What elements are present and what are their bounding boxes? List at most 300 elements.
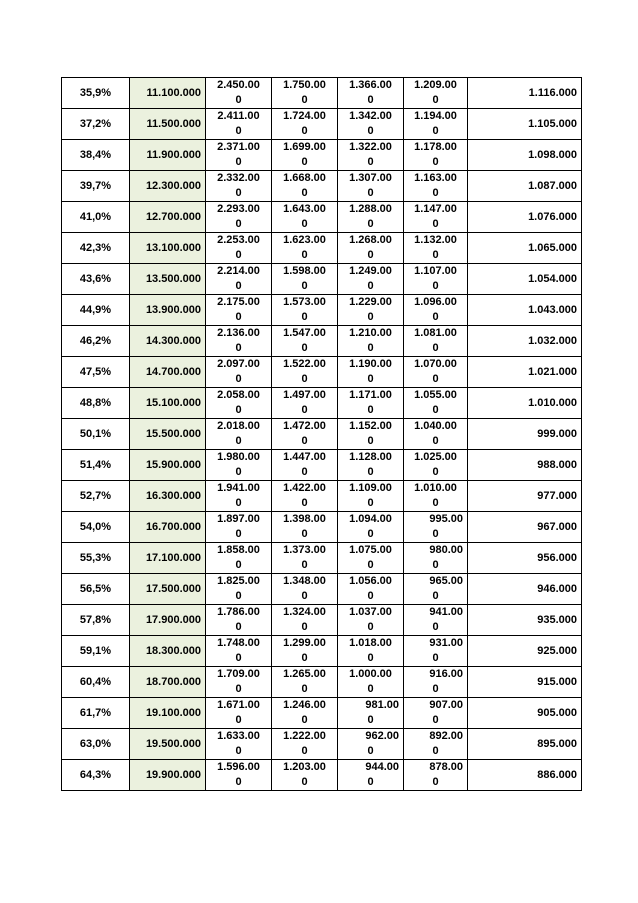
value-col-5	[338, 543, 404, 574]
value-col-3	[206, 388, 272, 419]
cell-text: 0	[235, 280, 242, 292]
cell-text: 1.825.00	[217, 575, 260, 587]
cell-text: 1.941.00	[217, 482, 260, 494]
cell-text: 2.253.00	[217, 234, 260, 246]
value-col-4	[272, 450, 338, 481]
cell-text: 0	[367, 435, 374, 447]
cell-text: 1.096.00	[414, 296, 457, 308]
cell-text: 0	[432, 621, 439, 633]
cell-text: 0	[432, 249, 439, 261]
cell-text: 0	[432, 745, 439, 757]
cell-text: 54,0%	[79, 520, 112, 533]
value-col-5	[338, 481, 404, 512]
cell-text: 0	[432, 218, 439, 230]
cell-text: 0	[235, 590, 242, 602]
value-col-4	[272, 109, 338, 140]
cell-text: 1.147.00	[414, 203, 457, 215]
cell-text: 0	[301, 652, 308, 664]
table-row	[62, 78, 582, 109]
cell-text: 0	[301, 125, 308, 137]
cell-text: 0	[235, 342, 242, 354]
cell-text: 1.010.00	[414, 482, 457, 494]
cell-text: 0	[301, 187, 308, 199]
cell-text: 946.000	[537, 582, 577, 595]
cell-text: 1.209.00	[414, 79, 457, 91]
cell-text: 0	[432, 125, 439, 137]
table-row	[62, 605, 582, 636]
cell-text: 981.00	[365, 699, 399, 711]
value-col-3	[206, 295, 272, 326]
cell-text: 0	[235, 776, 242, 788]
cell-text: 1.596.00	[217, 761, 260, 773]
cell-text: 1.070.00	[414, 358, 457, 370]
cell-text: 0	[235, 683, 242, 695]
cell-text: 1.447.00	[283, 451, 326, 463]
amount-cell	[130, 636, 206, 667]
cell-text: 1.265.00	[283, 668, 326, 680]
cell-text: 995.00	[429, 513, 463, 525]
cell-text: 0	[367, 125, 374, 137]
value-col-5	[338, 760, 404, 791]
value-col-5	[338, 667, 404, 698]
percent-cell	[62, 729, 130, 760]
value-col-7	[468, 481, 582, 512]
cell-text: 0	[367, 342, 374, 354]
cell-text: 1.178.00	[414, 141, 457, 153]
cell-text: 14.300.000	[145, 334, 201, 347]
cell-text: 0	[432, 404, 439, 416]
cell-text: 1.190.00	[349, 358, 392, 370]
table-row	[62, 698, 582, 729]
amount-cell	[130, 264, 206, 295]
cell-text: 1.018.00	[349, 637, 392, 649]
value-col-4	[272, 481, 338, 512]
value-col-3	[206, 450, 272, 481]
cell-text: 1.098.000	[528, 148, 577, 161]
table-row	[62, 574, 582, 605]
cell-text: 0	[367, 776, 374, 788]
value-col-3	[206, 78, 272, 109]
cell-text: 13.900.000	[145, 303, 201, 316]
cell-text: 965.00	[429, 575, 463, 587]
value-col-3	[206, 109, 272, 140]
value-col-4	[272, 295, 338, 326]
value-col-3	[206, 605, 272, 636]
percent-cell	[62, 264, 130, 295]
cell-text: 17.100.000	[145, 551, 201, 564]
cell-text: 0	[301, 776, 308, 788]
cell-text: 47,5%	[79, 365, 112, 378]
cell-text: 0	[432, 559, 439, 571]
cell-text: 1.897.00	[217, 513, 260, 525]
cell-text: 0	[235, 466, 242, 478]
value-col-3	[206, 357, 272, 388]
value-col-3	[206, 698, 272, 729]
value-col-3	[206, 171, 272, 202]
value-col-4	[272, 667, 338, 698]
cell-text: 2.371.00	[217, 141, 260, 153]
amount-cell	[130, 233, 206, 264]
cell-text: 944.00	[365, 761, 399, 773]
cell-text: 999.000	[537, 427, 577, 440]
value-col-6	[404, 543, 468, 574]
value-col-3	[206, 760, 272, 791]
cell-text: 13.100.000	[145, 241, 201, 254]
value-col-4	[272, 140, 338, 171]
cell-text: 0	[301, 218, 308, 230]
amount-cell	[130, 729, 206, 760]
cell-text: 0	[367, 714, 374, 726]
cell-text: 0	[432, 94, 439, 106]
cell-text: 0	[432, 590, 439, 602]
cell-text: 17.900.000	[145, 613, 201, 626]
value-col-3	[206, 729, 272, 760]
value-col-6	[404, 481, 468, 512]
table-row	[62, 202, 582, 233]
cell-text: 1.094.00	[349, 513, 392, 525]
cell-text: 2.097.00	[217, 358, 260, 370]
cell-text: 0	[367, 404, 374, 416]
cell-text: 1.116.000	[528, 86, 577, 99]
cell-text: 1.010.000	[528, 396, 577, 409]
cell-text: 1.858.00	[217, 544, 260, 556]
value-col-5	[338, 264, 404, 295]
percent-cell	[62, 698, 130, 729]
cell-text: 980.00	[429, 544, 463, 556]
cell-text: 0	[432, 652, 439, 664]
value-col-6	[404, 78, 468, 109]
cell-text: 0	[235, 497, 242, 509]
cell-text: 962.00	[365, 730, 399, 742]
cell-text: 0	[367, 745, 374, 757]
value-col-3	[206, 574, 272, 605]
cell-text: 39,7%	[79, 179, 112, 192]
value-col-4	[272, 543, 338, 574]
cell-text: 0	[301, 373, 308, 385]
cell-text: 1.668.00	[283, 172, 326, 184]
cell-text: 0	[235, 652, 242, 664]
cell-text: 0	[235, 404, 242, 416]
value-col-6	[404, 357, 468, 388]
value-col-4	[272, 760, 338, 791]
value-col-7	[468, 698, 582, 729]
cell-text: 0	[367, 156, 374, 168]
amount-cell	[130, 698, 206, 729]
value-col-4	[272, 512, 338, 543]
percent-cell	[62, 140, 130, 171]
value-col-4	[272, 729, 338, 760]
value-col-7	[468, 295, 582, 326]
cell-text: 18.700.000	[145, 675, 201, 688]
cell-text: 64,3%	[79, 768, 112, 781]
value-col-3	[206, 233, 272, 264]
value-col-6	[404, 450, 468, 481]
value-col-5	[338, 140, 404, 171]
cell-text: 1.210.00	[349, 327, 392, 339]
amount-cell	[130, 667, 206, 698]
amount-cell	[130, 481, 206, 512]
cell-text: 988.000	[537, 458, 577, 471]
cell-text: 56,5%	[79, 582, 112, 595]
cell-text: 2.293.00	[217, 203, 260, 215]
value-col-5	[338, 729, 404, 760]
cell-text: 977.000	[537, 489, 577, 502]
cell-text: 0	[432, 187, 439, 199]
cell-text: 0	[367, 373, 374, 385]
table-row	[62, 264, 582, 295]
cell-text: 0	[235, 187, 242, 199]
cell-text: 38,4%	[79, 148, 112, 161]
value-col-5	[338, 388, 404, 419]
percent-cell	[62, 295, 130, 326]
cell-text: 0	[432, 342, 439, 354]
cell-text: 931.00	[429, 637, 463, 649]
value-col-5	[338, 450, 404, 481]
amount-cell	[130, 419, 206, 450]
cell-text: 1.163.00	[414, 172, 457, 184]
percent-cell	[62, 636, 130, 667]
value-col-5	[338, 78, 404, 109]
amount-cell	[130, 140, 206, 171]
value-col-6	[404, 760, 468, 791]
cell-text: 11.500.000	[146, 117, 201, 130]
cell-text: 0	[432, 528, 439, 540]
cell-text: 878.00	[429, 761, 463, 773]
amount-cell	[130, 450, 206, 481]
amount-cell	[130, 357, 206, 388]
value-col-7	[468, 109, 582, 140]
cell-text: 1.522.00	[283, 358, 326, 370]
value-col-6	[404, 512, 468, 543]
cell-text: 0	[367, 528, 374, 540]
cell-text: 2.411.00	[217, 110, 260, 122]
cell-text: 1.366.00	[349, 79, 392, 91]
percent-cell	[62, 171, 130, 202]
value-col-4	[272, 574, 338, 605]
value-col-5	[338, 605, 404, 636]
cell-text: 916.00	[429, 668, 463, 680]
cell-text: 2.136.00	[217, 327, 260, 339]
cell-text: 1.054.000	[528, 272, 577, 285]
cell-text: 892.00	[429, 730, 463, 742]
cell-text: 0	[235, 745, 242, 757]
value-col-7	[468, 605, 582, 636]
cell-text: 0	[367, 187, 374, 199]
cell-text: 13.500.000	[145, 272, 201, 285]
cell-text: 2.175.00	[217, 296, 260, 308]
table-row	[62, 450, 582, 481]
value-col-3	[206, 667, 272, 698]
cell-text: 0	[301, 559, 308, 571]
percent-cell	[62, 512, 130, 543]
value-col-7	[468, 388, 582, 419]
cell-text: 61,7%	[79, 706, 112, 719]
cell-text: 55,3%	[79, 551, 112, 564]
cell-text: 0	[301, 280, 308, 292]
cell-text: 51,4%	[79, 458, 112, 471]
cell-text: 1.422.00	[283, 482, 326, 494]
value-col-4	[272, 171, 338, 202]
cell-text: 1.128.00	[349, 451, 392, 463]
percent-cell	[62, 760, 130, 791]
cell-text: 905.000	[537, 706, 577, 719]
value-col-5	[338, 233, 404, 264]
cell-text: 1.623.00	[283, 234, 326, 246]
cell-text: 11.100.000	[146, 86, 201, 99]
value-col-4	[272, 202, 338, 233]
cell-text: 48,8%	[79, 396, 112, 409]
cell-text: 1.324.00	[283, 606, 326, 618]
cell-text: 1.373.00	[283, 544, 326, 556]
cell-text: 0	[367, 249, 374, 261]
cell-text: 2.332.00	[217, 172, 260, 184]
cell-text: 19.900.000	[145, 768, 201, 781]
table-body	[62, 78, 582, 791]
cell-text: 0	[432, 714, 439, 726]
value-col-4	[272, 326, 338, 357]
cell-text: 941.00	[429, 606, 463, 618]
value-col-7	[468, 78, 582, 109]
cell-text: 2.214.00	[217, 265, 260, 277]
value-col-6	[404, 202, 468, 233]
cell-text: 1.709.00	[217, 668, 260, 680]
table-row	[62, 233, 582, 264]
cell-text: 17.500.000	[145, 582, 201, 595]
value-col-6	[404, 667, 468, 698]
value-col-5	[338, 202, 404, 233]
percent-cell	[62, 543, 130, 574]
value-col-4	[272, 419, 338, 450]
cell-text: 895.000	[537, 737, 577, 750]
cell-text: 0	[301, 621, 308, 633]
cell-text: 1.643.00	[283, 203, 326, 215]
amount-cell	[130, 574, 206, 605]
cell-text: 1.203.00	[283, 761, 326, 773]
table-row	[62, 295, 582, 326]
value-col-7	[468, 233, 582, 264]
cell-text: 967.000	[537, 520, 577, 533]
cell-text: 0	[301, 683, 308, 695]
cell-text: 0	[367, 497, 374, 509]
cell-text: 0	[301, 156, 308, 168]
cell-text: 0	[235, 528, 242, 540]
value-col-4	[272, 698, 338, 729]
table-row	[62, 171, 582, 202]
cell-text: 1.342.00	[349, 110, 392, 122]
cell-text: 0	[367, 466, 374, 478]
cell-text: 1.229.00	[349, 296, 392, 308]
value-col-4	[272, 605, 338, 636]
cell-text: 1.065.000	[528, 241, 577, 254]
cell-text: 2.058.00	[217, 389, 260, 401]
table-row	[62, 388, 582, 419]
amount-cell	[130, 109, 206, 140]
value-col-4	[272, 264, 338, 295]
cell-text: 925.000	[537, 644, 577, 657]
value-col-6	[404, 295, 468, 326]
value-col-5	[338, 512, 404, 543]
cell-text: 915.000	[537, 675, 577, 688]
cell-text: 0	[367, 280, 374, 292]
cell-text: 1.497.00	[283, 389, 326, 401]
amount-cell	[130, 543, 206, 574]
table-row	[62, 543, 582, 574]
cell-text: 0	[301, 714, 308, 726]
cell-text: 11.900.000	[146, 148, 201, 161]
cell-text: 57,8%	[79, 613, 112, 626]
cell-text: 16.300.000	[145, 489, 201, 502]
value-col-6	[404, 233, 468, 264]
cell-text: 2.018.00	[217, 420, 260, 432]
cell-text: 1.724.00	[283, 110, 326, 122]
amount-cell	[130, 326, 206, 357]
cell-text: 18.300.000	[145, 644, 201, 657]
cell-text: 1.268.00	[349, 234, 392, 246]
cell-text: 1.750.00	[283, 79, 326, 91]
cell-text: 15.900.000	[145, 458, 201, 471]
cell-text: 1.021.000	[528, 365, 577, 378]
cell-text: 35,9%	[79, 86, 112, 99]
value-col-7	[468, 636, 582, 667]
cell-text: 0	[235, 714, 242, 726]
value-col-3	[206, 481, 272, 512]
cell-text: 1.307.00	[349, 172, 392, 184]
value-col-3	[206, 512, 272, 543]
value-col-3	[206, 636, 272, 667]
percent-cell	[62, 78, 130, 109]
table-row	[62, 140, 582, 171]
value-col-7	[468, 326, 582, 357]
cell-text: 1.087.000	[528, 179, 577, 192]
cell-text: 0	[235, 311, 242, 323]
table-row	[62, 636, 582, 667]
cell-text: 1.573.00	[283, 296, 326, 308]
value-col-5	[338, 419, 404, 450]
value-col-6	[404, 171, 468, 202]
cell-text: 1.075.00	[349, 544, 392, 556]
cell-text: 0	[367, 94, 374, 106]
value-col-7	[468, 202, 582, 233]
cell-text: 1.171.00	[349, 389, 392, 401]
cell-text: 1.107.00	[414, 265, 457, 277]
cell-text: 1.222.00	[283, 730, 326, 742]
cell-text: 0	[235, 94, 242, 106]
cell-text: 0	[301, 466, 308, 478]
value-col-6	[404, 574, 468, 605]
cell-text: 0	[432, 776, 439, 788]
cell-text: 1.037.00	[349, 606, 392, 618]
value-col-5	[338, 326, 404, 357]
value-col-3	[206, 264, 272, 295]
table-row	[62, 419, 582, 450]
cell-text: 0	[432, 466, 439, 478]
value-col-7	[468, 171, 582, 202]
value-col-7	[468, 760, 582, 791]
cell-text: 1.081.00	[414, 327, 457, 339]
value-col-6	[404, 326, 468, 357]
value-col-5	[338, 636, 404, 667]
cell-text: 1.246.00	[283, 699, 326, 711]
cell-text: 0	[432, 311, 439, 323]
value-col-5	[338, 357, 404, 388]
cell-text: 956.000	[537, 551, 577, 564]
cell-text: 907.00	[429, 699, 463, 711]
percent-cell	[62, 202, 130, 233]
value-col-3	[206, 140, 272, 171]
cell-text: 1.288.00	[349, 203, 392, 215]
amount-cell	[130, 202, 206, 233]
cell-text: 41,0%	[79, 210, 112, 223]
